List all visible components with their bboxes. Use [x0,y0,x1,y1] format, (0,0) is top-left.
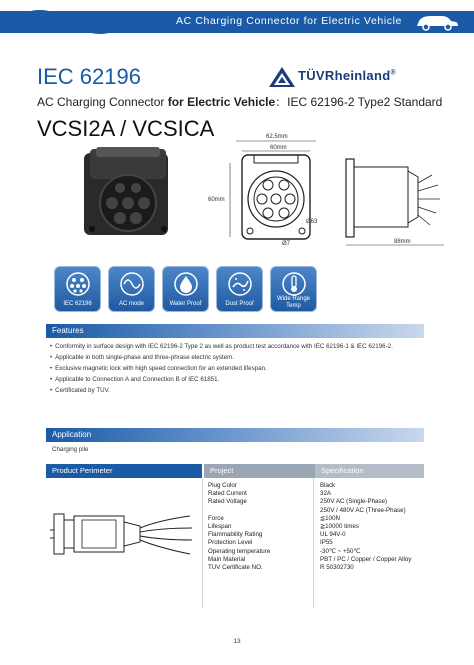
ac-wave-icon [119,271,145,297]
spec-value-column [320,482,411,572]
table-cell: IP55 [320,539,333,547]
feature-icon-row [54,266,317,312]
spec-table-header [46,464,424,478]
header-band [0,0,474,46]
car-icon [414,13,460,31]
list-item: • Conformity in surface design with IEC 62196-2 Type 2 as well as product test accordance with IEC 62196-1 & IEC 62196-2. [50,341,393,352]
product-subtitle: AC Charging Connector for Electric Vehicle：IEC 62196-2 Type2 Standard [37,95,443,109]
table-cell: Force [208,514,224,522]
table-cell: 32A [320,490,332,498]
application-text: Charging pile [52,446,89,453]
table-cell: 250V AC (Single-Phase) [320,498,388,506]
dim-height: 60mm [208,197,225,203]
feature-icon-iec: IEC 62196 [54,266,101,312]
dim-diameter: Ø63 [306,219,318,225]
table-cell: Plug Color [208,482,237,489]
table-cell: UL 94V-0 [320,531,346,539]
table-cell: 250V / 480V AC (Three-Phase) [320,506,406,514]
feature-icon-dust-proof: Dust Proof [216,266,263,312]
table-cell: R 50302730 [320,564,354,572]
standard-title: IEC 62196 [37,64,141,89]
socket-photo [82,145,174,240]
spec-project-column [208,482,270,572]
technical-drawing [206,125,466,265]
dim-width-outer: 62.5mm [266,134,288,140]
thermometer-icon [281,271,307,297]
model-number: VCSI2A / VCSICA [37,116,215,141]
list-item: • Applicable in both single-phase and three-phrase electric system. [50,352,393,363]
dust-icon [227,271,253,297]
table-cell: Main Material [208,555,246,563]
table-cell: Black [320,482,336,489]
table-cell: TUV Certificate NO. [208,564,263,572]
feature-icon-water-proof: Water Proof [162,266,209,312]
feature-icon-ac-mode: AC mode [108,266,155,312]
dim-width-inner: 60mm [270,145,287,151]
list-item: • Certificated by TUV. [50,385,393,396]
table-cell: Lifespan [208,523,232,530]
table-cell [208,507,270,515]
table-cell: -30℃ ~ +50℃ [320,547,361,555]
tuv-logo-text: TÜVRheinland® [298,68,396,83]
table-cell: Protection Level [208,539,253,547]
table-divider [313,478,314,608]
table-cell: ≧10000 times [320,523,359,531]
product-perimeter-drawing [50,500,198,570]
column-header-specification: Specification [315,464,424,478]
socket-icon [65,271,91,297]
header-bar [0,11,474,33]
features-list [50,341,393,396]
application-heading: Application [46,428,424,442]
table-cell: Rated Current [208,490,247,498]
water-drop-icon [173,271,199,297]
page-number: 13 [233,638,241,645]
dim-hole: Ø7 [282,241,291,247]
features-heading: Features [46,324,424,338]
table-divider [202,478,203,608]
dim-length: 88mm [394,239,411,245]
column-header-project: Project [204,464,315,478]
tuv-logo-icon [268,66,296,88]
table-cell: PBT / PC / Copper / Copper Alloy [320,555,412,563]
table-cell: Rated Voltage [208,498,247,506]
column-header-product: Product Perimeter [46,464,202,478]
table-cell: Operating temperature [208,547,271,555]
list-item: • Applicable to Connection A and Connection B of IEC 61851. [50,374,393,385]
feature-icon-wide-temp: Wide Range Temp [270,266,317,312]
table-cell: Flammability Rating [208,531,263,539]
table-cell: ≦100N [320,514,340,522]
list-item: • Exclusive magnetic lock with high speed connection for an extended lifespan. [50,363,393,374]
header-title: AC Charging Connector for Electric Vehicle [176,15,402,27]
